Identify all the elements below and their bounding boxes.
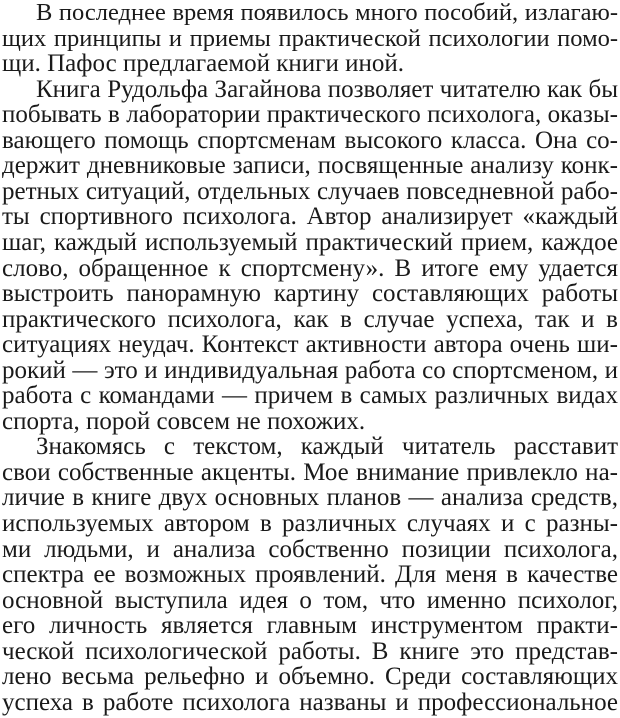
- text-line: ми людьми, и анализа собственно позиции психолога,: [2, 535, 618, 563]
- text-line: выстроить панорамную картину составляющих работы: [2, 280, 618, 308]
- text-line: щих принципы и приемы практической психологии помо-: [2, 24, 618, 52]
- text-line: рокий — это и индивидуальная работа со спортсменом, и: [2, 356, 618, 384]
- text-line: спектра ее возможных проявлений. Для меня в качестве: [2, 561, 618, 589]
- text-line: спорта, порой совсем не похожих.: [2, 407, 366, 435]
- text-line: основной выступила идея о том, что именно психолог,: [2, 586, 618, 614]
- text-line: его личность является главным инструментом практи-: [2, 612, 618, 640]
- text-line: личие в книге двух основных планов — анализа средств,: [2, 484, 618, 512]
- text-line: свои собственные акценты. Мое внимание привлекло на-: [2, 458, 618, 486]
- text-line: вающего помощь спортсменам высокого класса. Она со-: [2, 126, 618, 154]
- text-line: В последнее время появилось много пособий, излагаю-: [36, 0, 618, 26]
- text-line: практического психолога, как в случае успеха, так и в: [2, 305, 618, 333]
- text-line: ретных ситуаций, отдельных случаев повседневной рабо-: [2, 177, 618, 205]
- text-line: Знакомясь с текстом, каждый читатель расставит: [36, 433, 618, 461]
- text-line: побывать в лаборатории практического психолога, оказы-: [2, 101, 618, 129]
- text-line: слово, обращенное к спортсмену». В итоге ему удается: [2, 254, 618, 282]
- text-line: используемых автором в различных случаях и с разны-: [2, 510, 618, 537]
- text-line: держит дневниковые записи, посвященные анализу конк-: [2, 152, 618, 180]
- text-line: лено весьма рельефно и объемно. Среди составляющих: [2, 663, 618, 691]
- text-line: ческой психологической работы. В книге это представ-: [2, 637, 618, 665]
- text-line: щи. Пафос предлагаемой книги иной.: [2, 50, 404, 78]
- text-line: Книга Рудольфа Загайнова позволяет читателю как бы: [36, 75, 618, 103]
- text-line: ситуациях неудач. Контекст активности автора очень ши-: [2, 331, 618, 359]
- text-line: работа с командами — причем в самых различных видах: [2, 382, 618, 410]
- text-line: успеха в работе психолога названы и профессиональное: [2, 688, 618, 716]
- text-line: шаг, каждый используемый практический прием, каждое: [2, 228, 618, 256]
- text-line: ты спортивного психолога. Автор анализирует «каждый: [2, 203, 618, 231]
